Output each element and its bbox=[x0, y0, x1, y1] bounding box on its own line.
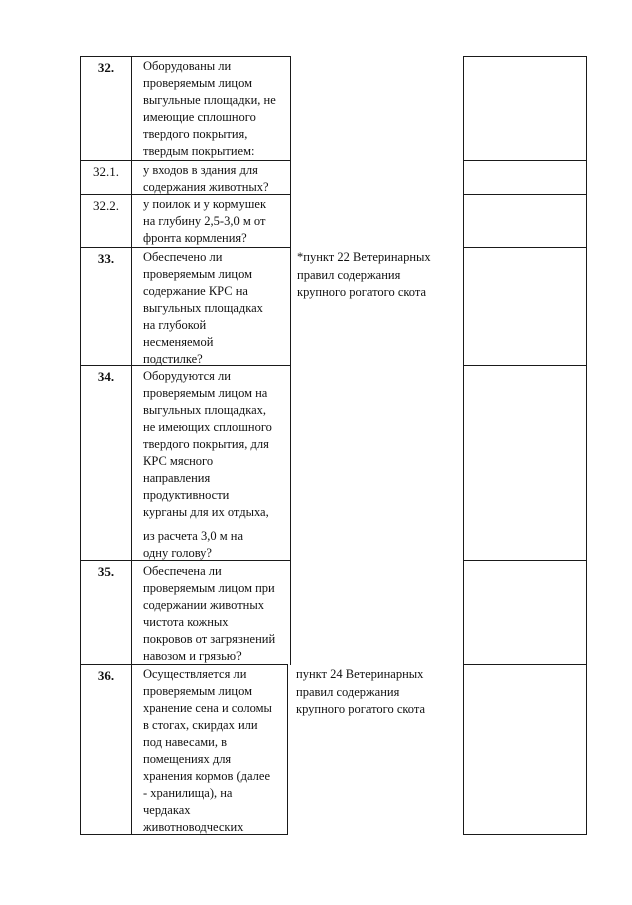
row-question: Обеспечено ли проверяемым лицом содержание КРС на выгульных площадках на глубокой несменяемой подстилке? bbox=[143, 250, 263, 366]
table-divider-number-column bbox=[131, 56, 132, 835]
right-row-divider-top bbox=[463, 56, 587, 57]
row-question: Осуществляется ли проверяемым лицом хранение сена и соломы в стогах, скирдах или под навесами, в помещениях для хранения кормов (далее - хранилища), на чердаках животноводческих bbox=[143, 667, 272, 834]
row-question-continuation: из расчета 3,0 м на одну голову? bbox=[143, 529, 243, 560]
right-row-divider-36 bbox=[463, 664, 587, 665]
row-number: 34. bbox=[97, 369, 115, 384]
right-row-divider-32-2 bbox=[463, 194, 587, 195]
right-row-divider-bottom bbox=[463, 834, 587, 835]
row-number: 32.2. bbox=[93, 198, 119, 213]
row-question: у входов в здания для содержания животных? bbox=[143, 163, 269, 194]
right-row-divider-33 bbox=[463, 247, 587, 248]
right-row-divider-35 bbox=[463, 560, 587, 561]
row-number: 32. bbox=[97, 60, 115, 75]
row-question: Обеспечена ли проверяемым лицом при содержании животных чистота кожных покровов от загрязнений навозом и грязью? bbox=[143, 564, 276, 663]
row-number: 35. bbox=[97, 564, 115, 579]
row-question: у поилок и у кормушек на глубину 2,5-3,0 м от фронта кормления? bbox=[143, 197, 267, 245]
row-question: Оборудуются ли проверяемым лицом на выгульных площадках, не имеющих сплошного твердого покрытия, для КРС мясного направления продуктивности курганы для их отдыха, bbox=[143, 369, 272, 519]
row-question: Оборудованы ли проверяемым лицом выгульные площадки, не имеющие сплошного твердого покрытия, твердым покрытием: bbox=[143, 59, 276, 158]
row-reference: пункт 24 Ветеринарных правил содержания крупного рогатого скота bbox=[296, 667, 426, 716]
right-box-border-right bbox=[586, 56, 587, 835]
right-row-divider-34 bbox=[463, 365, 587, 366]
row-number: 36. bbox=[97, 668, 115, 683]
row-divider-33 bbox=[80, 247, 291, 248]
row-divider-32-1 bbox=[80, 160, 291, 161]
row-number: 32.1. bbox=[93, 164, 119, 179]
row-number: 33. bbox=[97, 251, 115, 266]
row-reference: *пункт 22 Ветеринарных правил содержания крупного рогатого скота bbox=[297, 250, 431, 299]
right-row-divider-32-1 bbox=[463, 160, 587, 161]
